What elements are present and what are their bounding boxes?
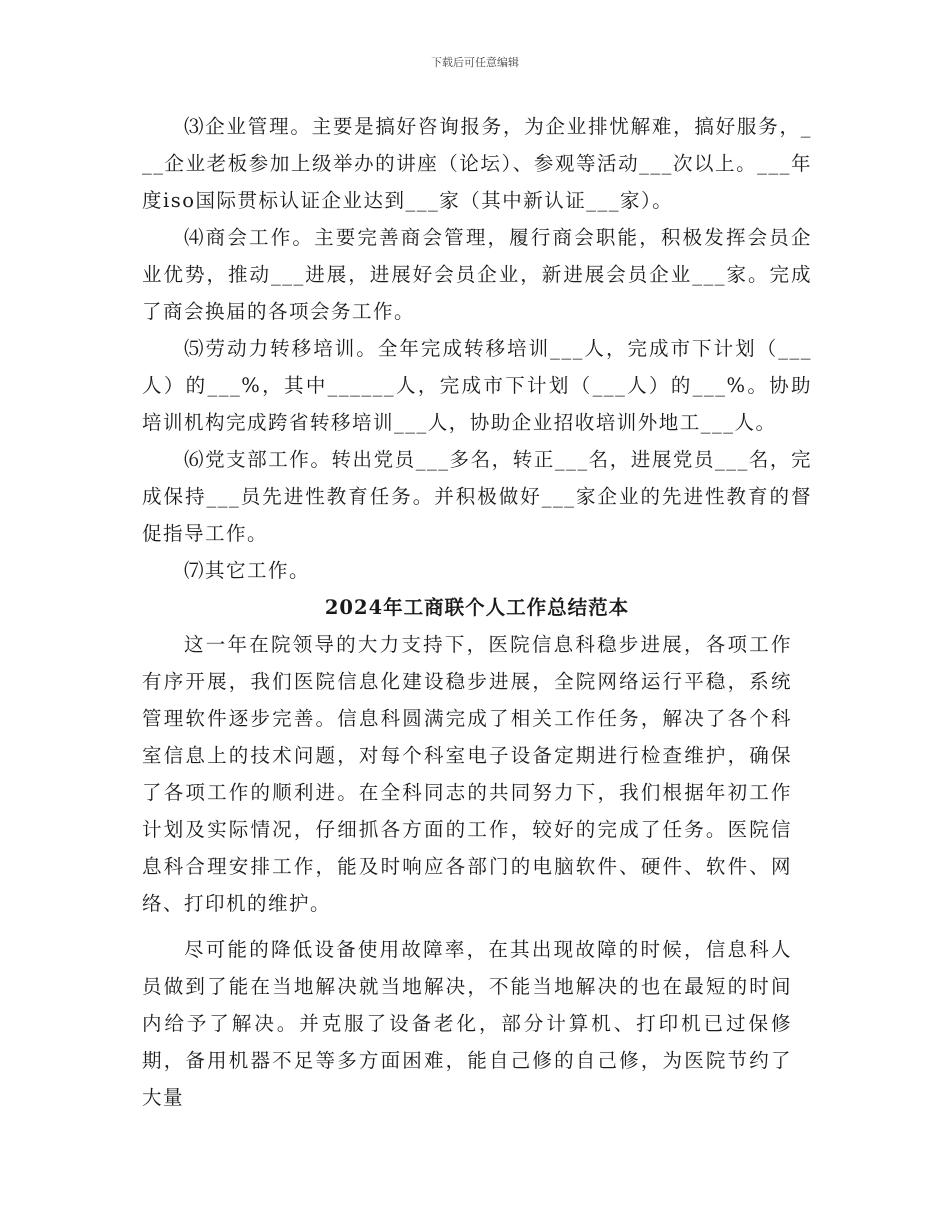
paragraph-party-branch: ⑹党支部工作。转出党员___多名，转正___名，进展党员___名，完成保持___员先进性教育任务。并积极做好___家企业的先进性教育的督促指导工作。 [142, 448, 812, 545]
section-title: 2024年工商联个人工作总结范本 [324, 596, 630, 619]
paragraph-enterprise-management: ⑶企业管理。主要是搞好咨询报务，为企业排忧解难，搞好服务，___企业老板参加上级举办的讲座（论坛）、参观等活动___次以上。___年度iso国际贯标认证企业达到___家（其中新认证___家）。 [142, 115, 812, 212]
paragraph-summary-1: 这一年在院领导的大力支持下，医院信息科稳步进展，各项工作有序开展，我们医院信息化建设稳步进展，全院网络运行平稳，系统管理软件逐步完善。信息科圆满完成了相关工作任务，解决了各个科室信息上的技术问题，对每个科室电子设备定期进行检查维护，确保了各项工作的顺利进。在全科同志的共同努力下，我们根据年初工作计划及实际情况，仔细抓各方面的工作，较好的完成了任务。医院信息科合理安排工作，能及时响应各部门的电脑软件、硬件、软件、网络、打印机的维护。 [142, 633, 792, 915]
page-header: 下载后可任意编辑 [431, 56, 519, 69]
paragraph-labor-training: ⑸劳动力转移培训。全年完成转移培训___人，完成市下计划（___人）的___%，其中______人，完成市下计划（___人）的___%。协助培训机构完成跨省转移培训___人，协助企业招收培训外地工___人。 [142, 337, 812, 434]
paragraph-other-work: ⑺其它工作。 [184, 559, 311, 582]
paragraph-summary-2: 尽可能的降低设备使用故障率，在其出现故障的时候，信息科人员做到了能在当地解决就当地解决，不能当地解决的也在最短的时间内给予了解决。并克服了设备老化，部分计算机、打印机已过保修期，备用机器不足等多方面困难，能自己修的自己修，为医院节约了大量 [142, 938, 792, 1109]
document-body [142, 108, 812, 1116]
paragraph-chamber-work: ⑷商会工作。主要完善商会管理，履行商会职能，积极发挥会员企业优势，推动___进展，进展好会员企业，新进展会员企业___家。完成了商会换届的各项会务工作。 [142, 226, 812, 323]
